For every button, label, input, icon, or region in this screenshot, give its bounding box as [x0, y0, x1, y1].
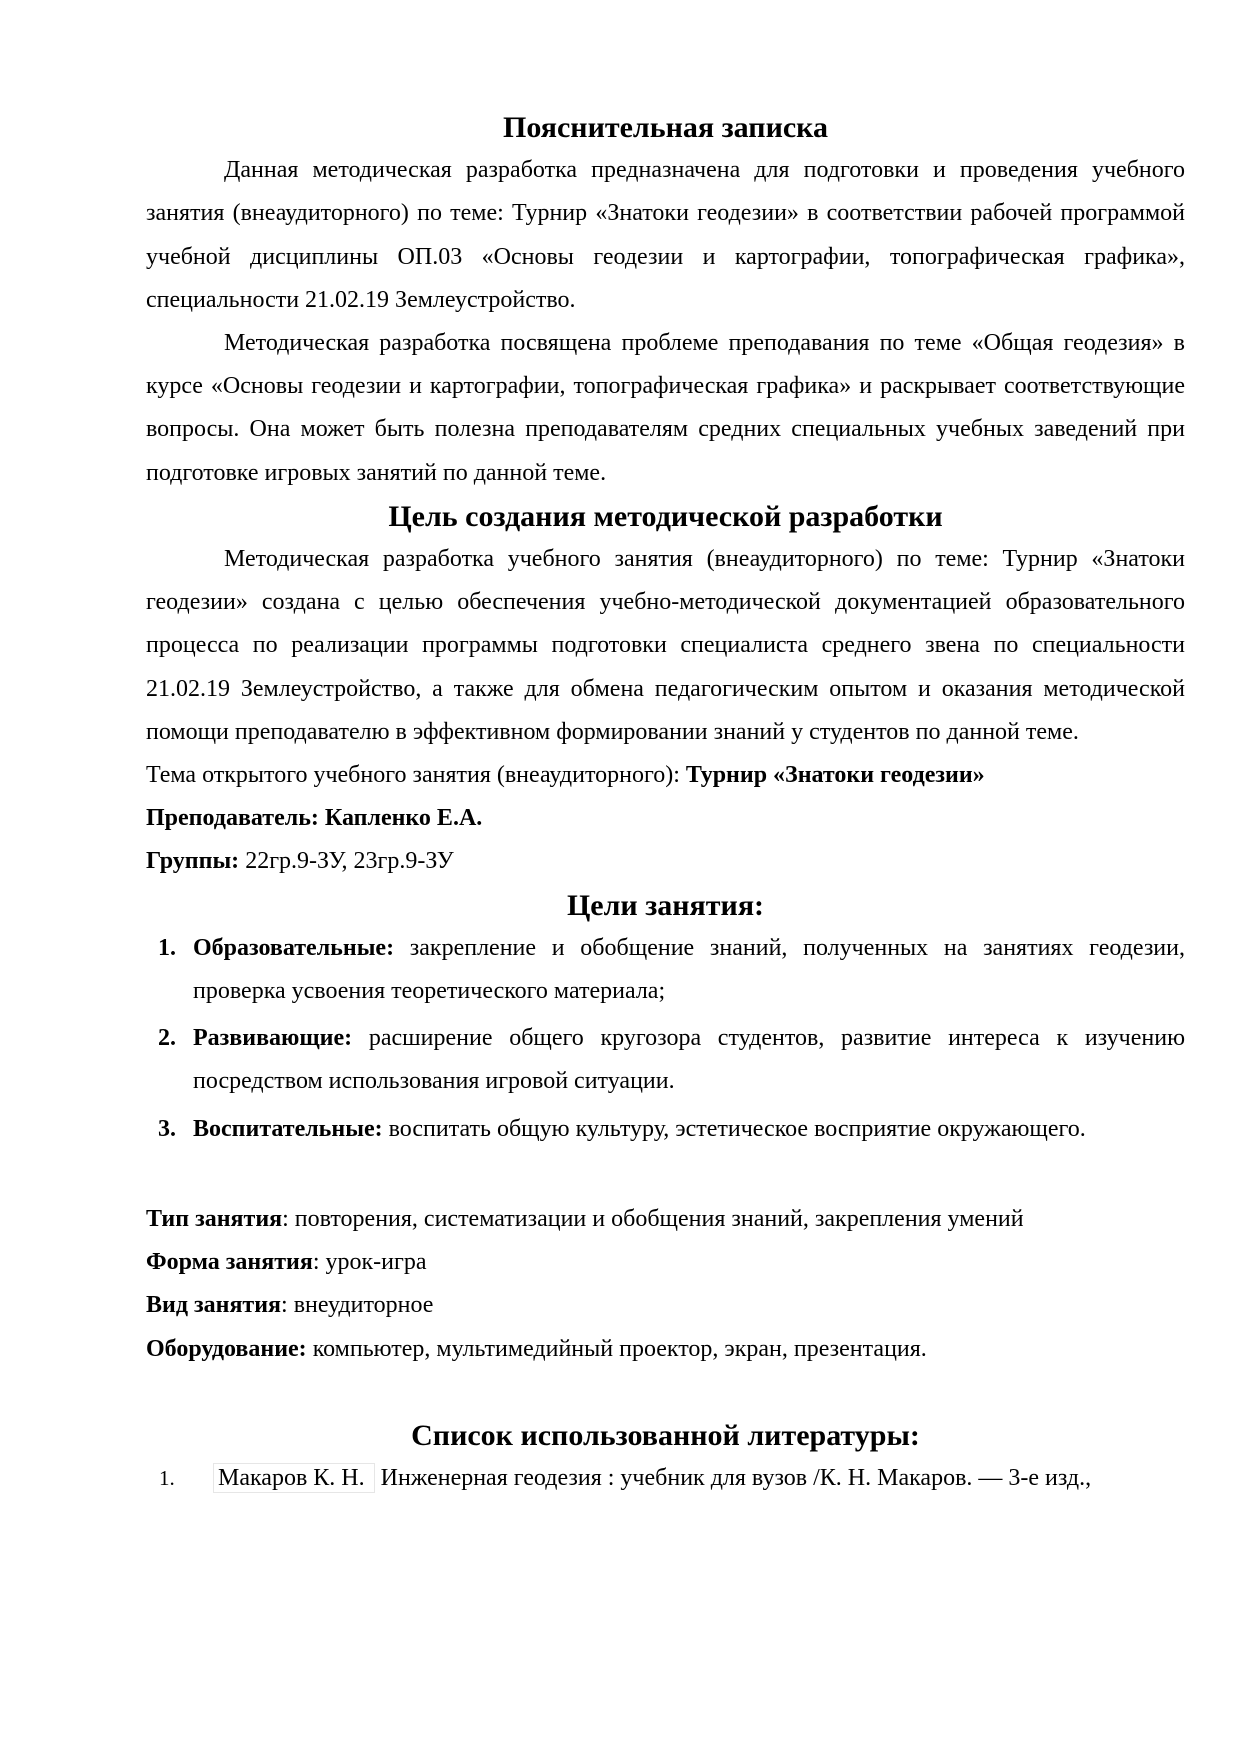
detail-label: Оборудование:: [146, 1335, 307, 1362]
goal-number: 1.: [158, 934, 176, 961]
heading-goal-of-development: Цель создания методической разработки: [388, 499, 943, 533]
detail-value: : повторения, систематизации и обобщения знаний, закрепления умений: [282, 1206, 1024, 1233]
detail-label: Вид занятия: [146, 1292, 282, 1319]
goal-number: 2.: [158, 1025, 176, 1052]
detail-equipment-line: [146, 1328, 1185, 1371]
goal-text: воспитать общую культуру, эстетическое восприятие окружающего.: [382, 1115, 1086, 1142]
goal-item-upbringing: [146, 1108, 1185, 1151]
literature-text: Инженерная геодезия : учебник для вузов /К. Н. Макаров. — 3-е изд.,: [374, 1465, 1092, 1492]
goal-label: Воспитательные:: [193, 1115, 383, 1142]
detail-label: Форма занятия: [146, 1249, 313, 1276]
goal-item-educational: [146, 927, 1185, 1013]
detail-value: : урок-игра: [312, 1249, 427, 1276]
paragraph-intro: Данная методическая разработка предназначена для подготовки и проведения учебного занятия (внеаудиторного) по теме: Турнир «Знатоки геодезии» в соответствии рабочей программой учебной дисциплины ОП.03 «Основы геодезии и картографии, топографическая графика», специальности 21.02.19 Землеустройство.: [146, 157, 1185, 313]
lesson-details: [146, 1198, 1185, 1371]
detail-kind-line: [146, 1284, 1185, 1327]
topic-line: [146, 754, 1185, 797]
literature-item: [146, 1457, 1185, 1500]
detail-value: компьютер, мультимедийный проектор, экран, презентация.: [306, 1335, 927, 1362]
heading-lesson-goals: Цели занятия:: [566, 888, 765, 922]
teacher-line: [146, 797, 1185, 840]
goal-label: Образовательные:: [193, 934, 395, 961]
groups-label: Группы:: [146, 848, 240, 875]
literature-author-highlight: Макаров К. Н.: [213, 1463, 375, 1493]
literature-number: 1.: [159, 1466, 175, 1491]
detail-value: : внеудиторное: [281, 1292, 434, 1319]
literature-list: [146, 1457, 1185, 1500]
topic-label: Тема открытого учебного занятия (внеаудиторного):: [146, 762, 686, 789]
goal-number: 3.: [158, 1115, 176, 1142]
detail-label: Тип занятия: [146, 1206, 283, 1233]
goal-item-developing: [146, 1017, 1185, 1103]
teacher-value: Преподаватель: Капленко Е.А.: [146, 805, 483, 832]
goal-text: расширение общего кругозора студентов, развитие интереса к изучению посредством использования игровой ситуации.: [193, 1025, 1185, 1095]
heading-explanatory-note: Пояснительная записка: [502, 111, 829, 144]
paragraph-goal-of-development: Методическая разработка учебного занятия (внеаудиторного) по теме: Турнир «Знатоки геодезии» создана с целью обеспечения учебно-методической документацией образовательного процесса по реализации программы подготовки специалиста среднего звена по специальности 21.02.19 Землеустройство, а также для обмена педагогическим опытом и оказания методической помощи преподавателю в эффективном формировании знаний у студентов по данной теме.: [146, 546, 1185, 745]
heading-literature: Список использованной литературы:: [411, 1419, 920, 1453]
groups-line: [146, 840, 1185, 883]
blank-line: [146, 1155, 1185, 1198]
paragraph-purpose-overview: Методическая разработка посвящена проблеме преподавания по теме «Общая геодезия» в курсе «Основы геодезии и картографии, топографическая графика» и раскрывает соответствующие вопросы. Она может быть полезна преподавателям средних специальных учебных заведений при подготовке игровых занятий по данной теме.: [146, 330, 1185, 486]
goal-label: Развивающие:: [193, 1025, 353, 1052]
groups-value: 22гр.9-ЗУ, 23гр.9-ЗУ: [239, 848, 454, 875]
goal-text: закрепление и обобщение знаний, полученных на занятиях геодезии, проверка усвоения теоретического материала;: [193, 934, 1185, 1005]
detail-form-line: [146, 1241, 1185, 1284]
goals-list: [146, 927, 1185, 1151]
topic-value: Турнир «Знатоки геодезии»: [685, 762, 985, 789]
blank-line: [146, 1371, 1185, 1414]
detail-type-line: [146, 1198, 1185, 1241]
